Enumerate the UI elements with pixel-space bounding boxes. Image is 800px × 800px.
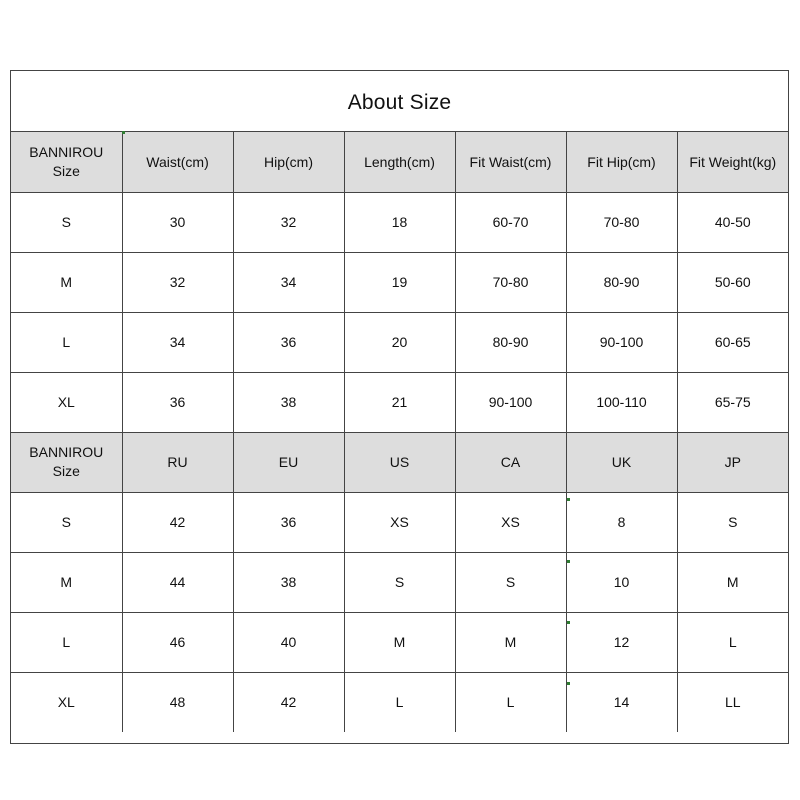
size-chart bbox=[10, 70, 789, 744]
corner-mark bbox=[122, 131, 125, 134]
table-cell: 42 bbox=[122, 492, 233, 552]
table-cell: S bbox=[455, 552, 566, 612]
table-row bbox=[11, 672, 788, 732]
table-cell: 80-90 bbox=[455, 312, 566, 372]
header-brand-cell bbox=[11, 132, 122, 192]
table-cell: XS bbox=[455, 492, 566, 552]
measurements-header-row bbox=[11, 132, 788, 192]
table-cell: 19 bbox=[344, 252, 455, 312]
table-cell: 60-65 bbox=[677, 312, 788, 372]
column-header: JP bbox=[677, 432, 788, 492]
chart-title: About Size bbox=[11, 71, 788, 132]
size-label: Size bbox=[52, 162, 80, 179]
table-cell: 70-80 bbox=[455, 252, 566, 312]
table-cell: L bbox=[677, 612, 788, 672]
size-cell: S bbox=[11, 492, 122, 552]
table-cell: 14 bbox=[566, 672, 677, 732]
table-cell: 21 bbox=[344, 372, 455, 432]
header-brand-cell bbox=[11, 432, 122, 492]
table-cell: 32 bbox=[233, 192, 344, 252]
table-cell: 50-60 bbox=[677, 252, 788, 312]
size-cell: XL bbox=[11, 672, 122, 732]
corner-mark bbox=[567, 621, 570, 624]
corner-mark bbox=[567, 682, 570, 685]
table-row bbox=[11, 612, 788, 672]
table-cell: 32 bbox=[122, 252, 233, 312]
table-cell: L bbox=[455, 672, 566, 732]
column-header: Fit Weight(kg) bbox=[677, 132, 788, 192]
table-cell: 30 bbox=[122, 192, 233, 252]
size-cell: S bbox=[11, 192, 122, 252]
table-cell: 80-90 bbox=[566, 252, 677, 312]
table-cell: M bbox=[344, 612, 455, 672]
table-cell: 90-100 bbox=[566, 312, 677, 372]
table-row bbox=[11, 252, 788, 312]
table-cell: 65-75 bbox=[677, 372, 788, 432]
table-cell: 38 bbox=[233, 372, 344, 432]
column-header: EU bbox=[233, 432, 344, 492]
table-cell: 46 bbox=[122, 612, 233, 672]
table-cell: 70-80 bbox=[566, 192, 677, 252]
corner-mark bbox=[567, 498, 570, 501]
brand-label: BANNIROU bbox=[29, 143, 104, 160]
size-cell: M bbox=[11, 552, 122, 612]
table-cell: XS bbox=[344, 492, 455, 552]
corner-mark bbox=[567, 560, 570, 563]
table-row bbox=[11, 312, 788, 372]
column-header: Waist(cm) bbox=[122, 132, 233, 192]
table-cell: 42 bbox=[233, 672, 344, 732]
column-header: Hip(cm) bbox=[233, 132, 344, 192]
table-cell: 100-110 bbox=[566, 372, 677, 432]
table-row bbox=[11, 552, 788, 612]
table-cell: 12 bbox=[566, 612, 677, 672]
table-cell: 38 bbox=[233, 552, 344, 612]
column-header: US bbox=[344, 432, 455, 492]
column-header: Length(cm) bbox=[344, 132, 455, 192]
table-cell: 90-100 bbox=[455, 372, 566, 432]
table-cell: LL bbox=[677, 672, 788, 732]
table-row bbox=[11, 492, 788, 552]
table-cell: 34 bbox=[233, 252, 344, 312]
table-cell: 44 bbox=[122, 552, 233, 612]
size-table bbox=[11, 132, 788, 732]
table-cell: 40-50 bbox=[677, 192, 788, 252]
size-label: Size bbox=[52, 463, 80, 479]
size-cell: M bbox=[11, 252, 122, 312]
table-cell: 36 bbox=[233, 312, 344, 372]
size-cell: XL bbox=[11, 372, 122, 432]
table-cell: M bbox=[677, 552, 788, 612]
table-cell: 48 bbox=[122, 672, 233, 732]
table-row bbox=[11, 192, 788, 252]
table-cell: 8 bbox=[566, 492, 677, 552]
table-cell: S bbox=[677, 492, 788, 552]
table-cell: 36 bbox=[233, 492, 344, 552]
column-header: Fit Waist(cm) bbox=[455, 132, 566, 192]
table-cell: 10 bbox=[566, 552, 677, 612]
table-cell: 20 bbox=[344, 312, 455, 372]
table-cell: 60-70 bbox=[455, 192, 566, 252]
column-header: Fit Hip(cm) bbox=[566, 132, 677, 192]
table-cell: 34 bbox=[122, 312, 233, 372]
size-cell: L bbox=[11, 612, 122, 672]
table-cell: L bbox=[344, 672, 455, 732]
table-cell: 40 bbox=[233, 612, 344, 672]
table-cell: S bbox=[344, 552, 455, 612]
table-cell: 36 bbox=[122, 372, 233, 432]
table-cell: 18 bbox=[344, 192, 455, 252]
size-cell: L bbox=[11, 312, 122, 372]
conversion-header-row bbox=[11, 432, 788, 492]
brand-label: BANNIROU bbox=[29, 444, 104, 460]
table-row bbox=[11, 372, 788, 432]
table-cell: M bbox=[455, 612, 566, 672]
column-header: CA bbox=[455, 432, 566, 492]
column-header: UK bbox=[566, 432, 677, 492]
column-header: RU bbox=[122, 432, 233, 492]
